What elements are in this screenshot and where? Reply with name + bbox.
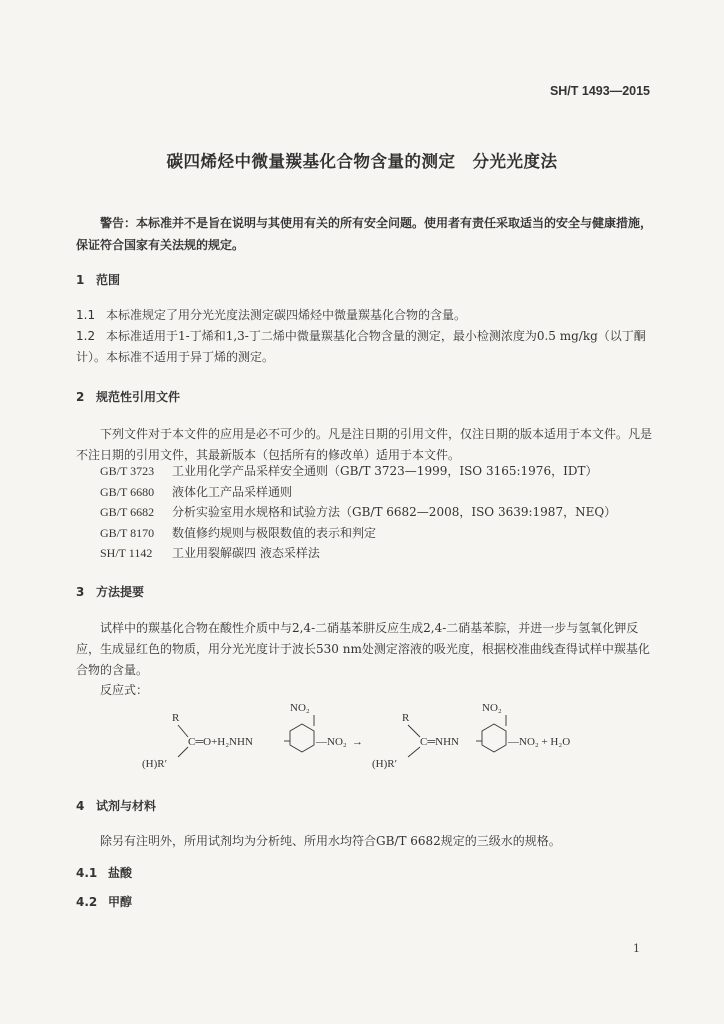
- reaction-arrow: →: [352, 736, 363, 748]
- reference-code: SH/T 1142: [100, 546, 153, 561]
- section-3-heading: [76, 583, 144, 600]
- r-group-label: R: [172, 712, 180, 724]
- reference-title: 工业用裂解碳四 液态采样法: [172, 546, 320, 561]
- section-title: 范围: [96, 273, 121, 287]
- reference-code: GB/T 3723: [100, 464, 155, 478]
- reference-title: 液体化工产品采样通则: [172, 484, 293, 499]
- section-number: 2: [76, 390, 85, 404]
- benzene-ring-left: [290, 724, 314, 752]
- section-title: 规范性引用文件: [96, 390, 181, 404]
- clause-text: 本标准规定了用分光光度法测定碳四烯烃中微量羰基化合物的含量。: [106, 308, 467, 322]
- reaction-equation-drawing: [130, 695, 610, 775]
- bond-line: [408, 747, 420, 757]
- section-number: 1: [76, 273, 85, 287]
- subsection-4-2: [76, 893, 132, 910]
- clause-number: 1.2: [76, 329, 96, 343]
- reference-item: [100, 523, 616, 544]
- subsection-title: 盐酸: [108, 866, 133, 880]
- reference-item: [100, 461, 616, 482]
- subsection-4-1: [76, 864, 132, 881]
- reference-list: [100, 461, 616, 564]
- carbonyl-hydrazine-label: C═O+H₂NHN: [188, 736, 253, 748]
- subsection-number: 4.2: [76, 895, 98, 909]
- reaction-equation: [130, 695, 610, 775]
- section-4-heading: [76, 797, 156, 814]
- reagents-note: 除另有注明外，所用试剂均为分析纯、所用水均符合GB/T 6682规定的三级水的规格。: [100, 834, 561, 848]
- clause-number: 1.1: [76, 308, 96, 322]
- reaction-label: 反应式：: [100, 683, 149, 697]
- clause-1-2: [76, 326, 654, 368]
- bond-line: [178, 725, 188, 737]
- subsection-title: 甲醇: [108, 895, 133, 909]
- reference-item: [100, 482, 616, 503]
- hr-group-label: (H)R′: [142, 758, 168, 770]
- section-1-heading: [76, 271, 120, 288]
- section-title: 方法提要: [96, 585, 145, 599]
- nitro-right-label: —NO₂: [316, 736, 347, 748]
- page-number: 1: [633, 942, 640, 955]
- reference-code: GB/T 6682: [100, 505, 155, 520]
- reference-title: 分析实验室用水规格和试验方法（GB/T 6682—2008，ISO 3639:1987，NEQ）: [172, 505, 617, 520]
- nitro-water-label: —NO₂ + H₂O: [508, 736, 571, 748]
- subsection-number: 4.1: [76, 866, 98, 880]
- bond-line: [408, 725, 420, 737]
- document-title: 碳四烯烃中微量羰基化合物含量的测定 分光光度法: [166, 152, 558, 171]
- method-summary: 试样中的羰基化合物在酸性介质中与2,4-二硝基苯肼反应生成2,4-二硝基苯腙，并进一步与氢氧化钾反应，生成显红色的物质，用分光光度计于波长530 nm处测定溶液的吸光度，根据校准曲线查得试样中羰基化合物的含量。: [76, 621, 650, 677]
- reference-title: 工业用化学产品采样安全通则（GB/T 3723—1999，ISO 3165:1976，IDT）: [172, 464, 598, 478]
- reference-code: GB/T 6680: [100, 484, 155, 499]
- benzene-ring-right: [482, 724, 506, 752]
- safety-warning: 警告：本标准并不是旨在说明与其使用有关的所有安全问题。使用者有责任采取适当的安全与健康措施，保证符合国家有关法规的规定。: [76, 216, 653, 252]
- r-group-label: R: [402, 712, 410, 724]
- reference-title: 数值修约规则与极限数值的表示和判定: [172, 525, 377, 540]
- hydrazone-label: C═NHN: [420, 736, 459, 748]
- clause-text: 本标准适用于1-丁烯和1,3-丁二烯中微量羰基化合物含量的测定，最小检测浓度为0.5 mg/kg（以丁酮计）。本标准不适用于异丁烯的测定。: [76, 329, 646, 364]
- section-2-heading: [76, 388, 180, 405]
- reference-code: GB/T 8170: [100, 525, 155, 540]
- reference-item: [100, 543, 616, 564]
- bond-line: [178, 747, 188, 757]
- references-intro: 下列文件对于本文件的应用是必不可少的。凡是注日期的引用文件，仅注日期的版本适用于本文件。凡是不注日期的引用文件，其最新版本（包括所有的修改单）适用于本文件。: [76, 427, 653, 462]
- reference-item: [100, 502, 616, 523]
- section-number: 3: [76, 585, 85, 599]
- hr-group-label: (H)R′: [372, 758, 398, 770]
- section-title: 试剂与材料: [96, 799, 157, 813]
- nitro-label: NO₂: [482, 702, 502, 714]
- nitro-label: NO₂: [290, 702, 310, 714]
- standard-number: SH/T 1493—2015: [549, 84, 650, 98]
- clause-1-1: [76, 305, 654, 326]
- section-number: 4: [76, 799, 85, 813]
